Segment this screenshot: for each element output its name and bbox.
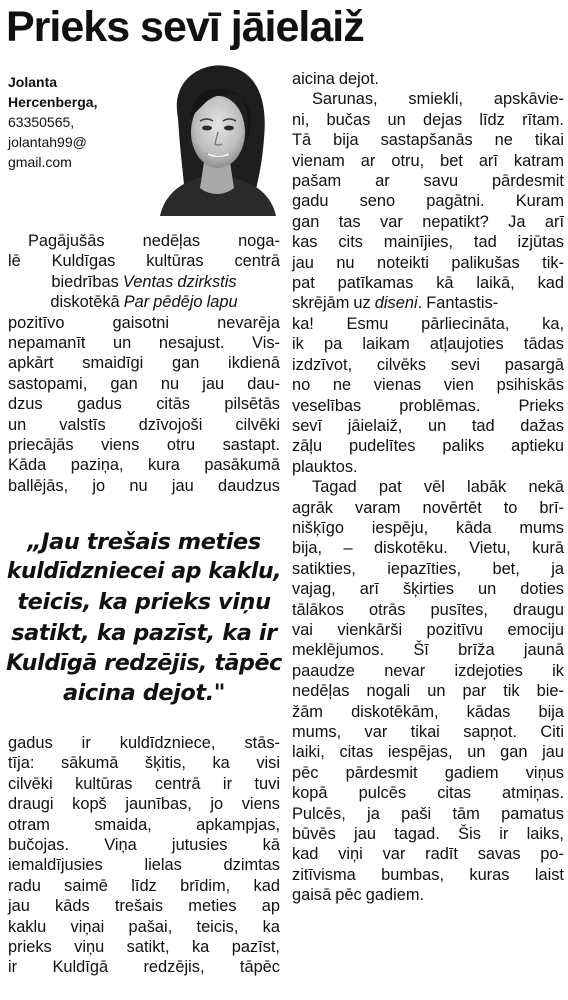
article-body-right (292, 69, 564, 906)
article-body-left-top (8, 231, 280, 496)
text-line: sevī jāielaiž, un tad dažas (292, 416, 564, 435)
text-line: no ne vienas vien psihiskās (292, 376, 564, 395)
text-line (8, 272, 280, 292)
text-line: gaisā pēc gadiem. (292, 886, 425, 905)
text-line: Sarunas, smiekli, apskāvie- (312, 90, 564, 109)
text-line: cilvēki kultūras centrā ir tuvi (8, 774, 280, 793)
text-line: kas cits mainījies, tad izjūtas (292, 233, 564, 252)
author-byline (8, 72, 128, 172)
text-line: zitīvisma bumbas, kuras laist (292, 865, 564, 884)
text-run: biedrības (51, 272, 123, 291)
text-line: mums, var tikai sapņot. Citi (292, 723, 564, 741)
text-line: ir Kuldīgā redzējis, tāpēc (8, 958, 280, 977)
text-line: gadus ir kuldīdzniece, stās- (8, 734, 280, 752)
text-line: ik pa laikam atļaujoties tādas (292, 335, 564, 354)
article-headline: Prieks sevī jāielaiž (6, 3, 364, 51)
quote-line: satikt, ka pazīst, ka ir (11, 619, 277, 646)
author-email-domain: gmail.com (8, 154, 72, 170)
text-line: iemaldījusies lielas dzimtas (8, 856, 280, 875)
author-name-last: Hercenberga, (8, 94, 98, 110)
quote-line: „Jau trešais meties (27, 529, 261, 555)
text-line: vajag, arī šķirties un doties (292, 580, 564, 599)
organization-name: Ventas dzirkstis (122, 272, 237, 291)
text-line: kaklu viņai pašai, teicis, ka (8, 917, 280, 936)
text-line: apkārt smaidīgi gan ikdienā (8, 354, 280, 373)
author-portrait-image (156, 58, 278, 216)
text-line: pašam ar savu pārdesmit (292, 172, 564, 191)
text-line: plauktos. (292, 457, 358, 476)
text-line: sastopami, gan nu jau dau- (8, 374, 280, 393)
text-line: Pagājušās nedēļas noga- (28, 232, 280, 250)
text-line: veselības problēmas. Prieks (292, 396, 564, 415)
text-line: radu saimē līdz brīdim, kad (8, 876, 280, 895)
text-line: žām diskotēkām, kādas bija (292, 702, 564, 721)
text-line: nedēļas nogali un par tik bie- (292, 682, 564, 701)
text-line: kopā pulcēs citas atmiņas. (292, 784, 564, 803)
text-line: jau nu noteikti palikušas tik- (292, 253, 564, 272)
text-line: vai vienkārši pozitīvu emociju (292, 620, 564, 639)
text-run: . Fantastis- (417, 294, 499, 313)
text-line: gan tas var nepatikt? Ja arī (292, 212, 564, 231)
text-line: dzus gadus citās pilsētās (8, 395, 280, 414)
text-line: draugi kopš jaunības, jo viens (8, 795, 280, 814)
author-email-user: jolantah99@ (8, 134, 87, 150)
text-line: prieks viņu satikt, ka pazīst, (8, 938, 280, 957)
text-line: pēc pārdesmit gadiem viņus (292, 763, 564, 782)
event-name: Par pēdējo lapu (123, 293, 238, 312)
text-line: ni, bučas un dejas līdz rītam. (292, 110, 564, 129)
text-line: nišķīgo iespēju, kāda mums (292, 518, 564, 537)
text-line: priecājās viens otru sastapt. (8, 436, 280, 455)
text-run: skrējām uz (292, 294, 375, 313)
author-photo (156, 58, 278, 216)
text-line: satikties, iepazīties, bet, ja (292, 559, 564, 578)
text-line: izdzīvot, cilvēks sevi pasargā (292, 355, 564, 374)
text-line: Pulcēs, ja paši tām pamatus (292, 804, 564, 823)
text-line (292, 293, 564, 313)
text-line: bija, – diskotēku. Vietu, kurā (292, 539, 564, 558)
article-body-left-bottom (8, 733, 280, 978)
text-line: tālākos otrās pusītes, draugu (292, 600, 564, 619)
text-line: pat patīkamas kā laikā, kad (292, 274, 564, 293)
text-run: diskotēkā (50, 293, 124, 312)
text-line: būvēs jau tagad. Šis ir laiks, (292, 825, 564, 844)
text-line: gadu seno pagātni. Kuram (292, 192, 564, 211)
text-line: ballējās, jo nu jau daudzus (8, 476, 280, 495)
text-line: aicina dejot. (292, 70, 379, 88)
text-line (8, 292, 280, 312)
italic-word: diseni (374, 294, 418, 313)
text-line: un valstīs dzīvojoši cilvēki (8, 415, 280, 434)
author-name-first: Jolanta (8, 74, 58, 90)
text-line: paaudze nevar izdejoties ik (292, 661, 564, 680)
text-line: ka! Esmu pārliecināta, ka, (292, 314, 564, 333)
text-line: Kāda paziņa, kura pasākumā (8, 456, 280, 475)
text-line: Tagad pat vēl labāk nekā (312, 478, 564, 497)
pull-quote (6, 527, 282, 708)
quote-line: kuldīdzniecei ap kaklu, (6, 559, 282, 585)
text-line: meklējumos. Šī brīža jaunā (292, 641, 564, 660)
quote-line: Kuldīgā redzējis, tāpēc (6, 649, 282, 676)
author-phone: 63350565, (8, 114, 75, 130)
text-line: jau kāds trešais meties ap (8, 897, 280, 916)
text-line: Tā bija sastapšanās ne tikai (292, 131, 564, 150)
quote-line: teicis, ka prieks viņu (17, 589, 271, 616)
text-line: tīja: sākumā šķitis, ka visi (8, 754, 280, 773)
text-line: lē Kuldīgas kultūras centrā (8, 252, 280, 271)
text-line: agrāk varam novērtēt to brī- (292, 498, 564, 517)
text-line: nepamanīt un nesajust. Vis- (8, 334, 280, 353)
text-line: vienam ar otru, bet arī katram (292, 151, 564, 170)
text-line: bučojas. Viņa jutusies kā (8, 836, 280, 855)
text-line: zāļu pudelītes paliks aptieku (292, 437, 564, 456)
text-line: laiki, citas iespējas, un gan jau (292, 743, 564, 762)
text-line: kad viņi var radīt savas po- (292, 845, 564, 864)
text-line: pozitīvo gaisotni nevarēja (8, 313, 280, 332)
text-line: otram smaida, apkampjas, (8, 815, 280, 834)
quote-line: aicina dejot." (62, 680, 226, 707)
